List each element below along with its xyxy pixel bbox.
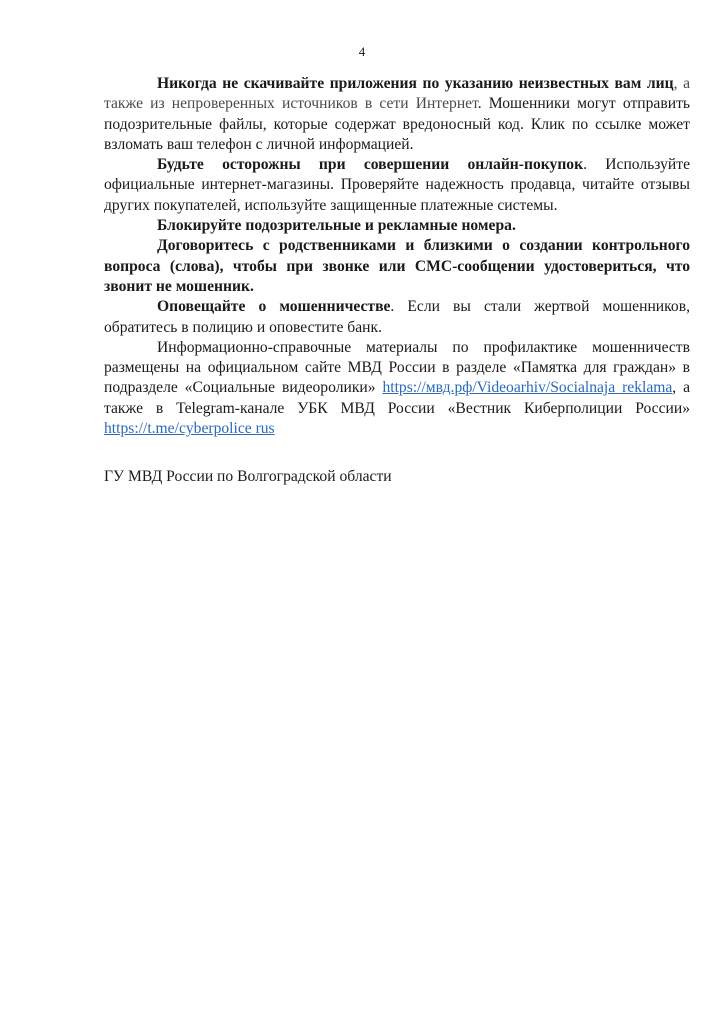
paragraph-resources xyxy=(104,338,690,439)
paragraph-text: . Используйте официальные интернет-магазины. Проверяйте надежность продавца, читайте отзывы других покупателей, используйте защищенные платежные системы. xyxy=(104,156,690,214)
paragraph-text: . Мошенники могут отправить подозрительные файлы, которые содержат вредоносный код. Клик по ссылке может взломать ваш телефон с личной информацией. xyxy=(104,95,690,153)
paragraph-text: . Если вы стали жертвой мошенников, обратитесь в полицию и оповестите банк. xyxy=(104,298,690,336)
paragraph-control-question xyxy=(104,236,690,297)
paragraph-apps-warning xyxy=(104,74,690,155)
mvd-video-link[interactable]: https://мвд.рф/Videoarhiv/Socialnaja reklama xyxy=(382,379,673,397)
paragraph-block-numbers xyxy=(104,216,690,236)
paragraph-text: , а также в Telegram-канале УБК МВД России «Вестник Киберполиции России» xyxy=(104,379,691,417)
document-body xyxy=(104,74,690,439)
paragraph-lead-bold: Будьте осторожны при совершении онлайн-покупок xyxy=(157,156,584,174)
telegram-channel-link[interactable]: https://t.me/cyberpolice rus xyxy=(104,420,275,438)
paragraph-text: Информационно-справочные материалы по профилактике мошенничеств размещены на официальном сайте МВД России в разделе «Памятка для граждан» в подразделе «Социальные видеоролики» xyxy=(104,338,690,397)
paragraph-report-fraud xyxy=(104,297,690,338)
paragraph-online-shopping xyxy=(104,155,690,216)
paragraph-lead-bold: Никогда не скачивайте приложения по указанию неизвестных вам лиц xyxy=(157,75,674,92)
paragraph-gray-text: , а также из непроверенных источников в сети Интернет xyxy=(104,75,691,113)
paragraph-lead-bold: Договоритесь с родственниками и близкими о создании контрольного вопроса (слова), чтобы при звонке или СМС-сообщении удостовериться, что звонит не мошенник. xyxy=(104,237,690,295)
signature-organization: ГУ МВД России по Волгоградской области xyxy=(104,468,392,485)
paragraph-lead-bold: Оповещайте о мошенничестве xyxy=(157,298,391,316)
page-number: 4 xyxy=(358,44,366,59)
paragraph-lead-bold: Блокируйте подозрительные и рекламные номера. xyxy=(157,217,516,235)
